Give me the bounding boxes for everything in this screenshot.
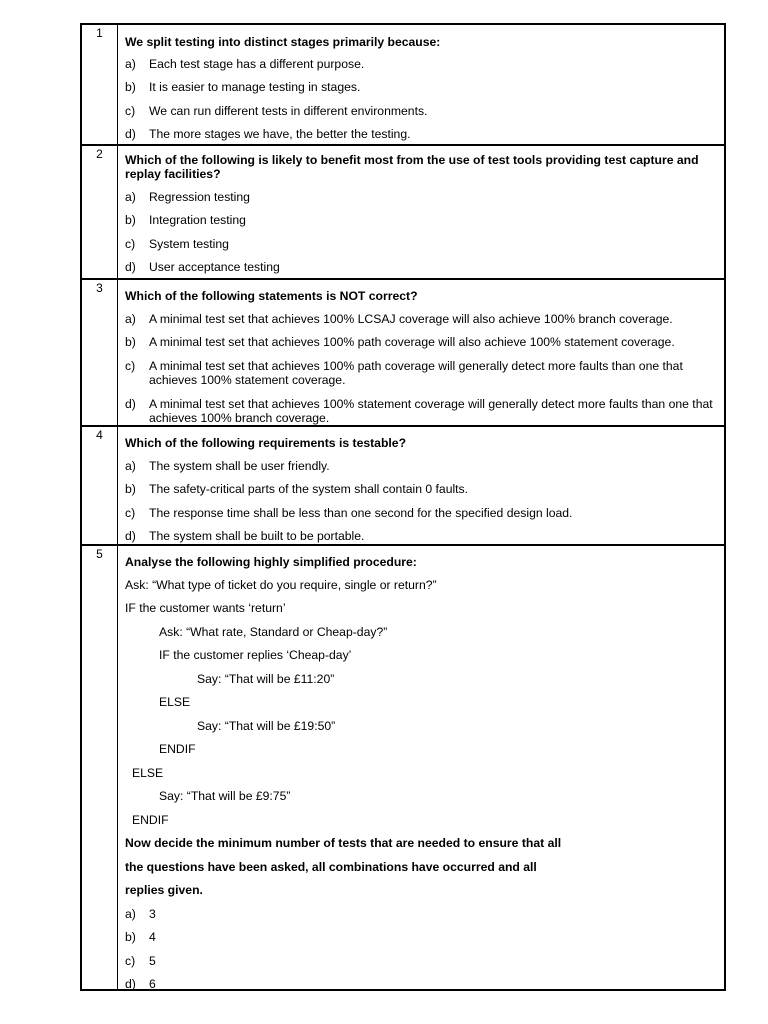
instruction-line: the questions have been asked, all combinations have occurred and all [125, 860, 537, 874]
option-letter: b) [125, 335, 136, 349]
option-text: It is easier to manage testing in stages. [149, 80, 361, 94]
answer-option [125, 977, 718, 991]
procedure-line: ELSE [132, 766, 164, 780]
procedure-line: Ask: “What type of ticket do you require, single or return?” [125, 578, 437, 592]
answer-option [125, 57, 718, 71]
answer-option [125, 359, 718, 387]
instruction-line: Now decide the minimum number of tests that are needed to ensure that all [125, 836, 562, 850]
question-content [125, 280, 718, 425]
procedure-line: Say: “That will be £19:50” [197, 719, 336, 733]
option-text: A minimal test set that achieves 100% statement coverage will generally detect more faults than one that achieves 100% branch coverage. [149, 397, 713, 425]
answer-option [125, 213, 718, 227]
option-letter: b) [125, 80, 136, 94]
answer-option [125, 506, 718, 520]
option-text: Integration testing [149, 213, 246, 227]
instruction-line: replies given. [125, 883, 203, 897]
procedure-line: IF the customer replies ‘Cheap-day’ [159, 648, 352, 662]
question-text: Which of the following is likely to benefit most from the use of test tools providing test capture and replay facilities? [125, 153, 699, 181]
option-text: The system shall be user friendly. [149, 459, 330, 473]
question-number: 1 [96, 26, 103, 40]
question-text: Which of the following statements is NOT correct? [125, 289, 418, 303]
answer-option [125, 335, 718, 349]
option-letter: c) [125, 104, 136, 118]
question-number-cell [82, 146, 118, 278]
answer-option [125, 80, 718, 94]
answer-option [125, 459, 718, 473]
option-letter: b) [125, 930, 136, 944]
question-number: 5 [96, 547, 103, 561]
answer-option [125, 312, 718, 326]
question-row-2 [82, 144, 724, 278]
question-row-4 [82, 425, 724, 544]
procedure-line: Say: “That will be £9:75” [159, 789, 291, 803]
answer-option [125, 907, 718, 921]
option-letter: a) [125, 459, 136, 473]
option-letter: c) [125, 237, 136, 251]
question-row-5 [82, 544, 724, 989]
procedure-line: ELSE [159, 695, 191, 709]
option-text: A minimal test set that achieves 100% LCSAJ coverage will also achieve 100% branch coverage. [149, 312, 673, 326]
answer-option [125, 930, 718, 944]
procedure-line: ENDIF [159, 742, 196, 756]
procedure-line: IF the customer wants ‘return’ [125, 601, 286, 615]
option-text: 5 [149, 954, 156, 968]
option-letter: d) [125, 260, 136, 274]
question-row-3 [82, 278, 724, 425]
question-content [125, 427, 718, 544]
question-text: We split testing into distinct stages primarily because: [125, 35, 441, 49]
answer-option [125, 397, 718, 425]
question-number-cell [82, 546, 118, 989]
answer-option [125, 529, 718, 543]
option-text: The system shall be built to be portable. [149, 529, 365, 543]
option-text: 3 [149, 907, 156, 921]
procedure-line: Ask: “What rate, Standard or Cheap-day?” [159, 625, 388, 639]
option-letter: b) [125, 213, 136, 227]
option-text: User acceptance testing [149, 260, 280, 274]
option-letter: b) [125, 482, 136, 496]
question-text: Analyse the following highly simplified procedure: [125, 555, 417, 569]
option-letter: d) [125, 397, 136, 411]
question-number-cell [82, 427, 118, 544]
option-letter: c) [125, 506, 136, 520]
question-number: 2 [96, 147, 103, 161]
option-letter: a) [125, 57, 136, 71]
option-letter: a) [125, 312, 136, 326]
question-row-1 [82, 25, 724, 144]
question-table [80, 23, 726, 991]
option-text: A minimal test set that achieves 100% path coverage will also achieve 100% statement coverage. [149, 335, 675, 349]
answer-option [125, 104, 718, 118]
option-text: The safety-critical parts of the system shall contain 0 faults. [149, 482, 469, 496]
procedure-line: ENDIF [132, 813, 169, 827]
option-text: We can run different tests in different environments. [149, 104, 428, 118]
answer-option [125, 954, 718, 968]
question-number-cell [82, 25, 118, 144]
option-text: A minimal test set that achieves 100% path coverage will generally detect more faults than one that achieves 100% statement coverage. [149, 359, 683, 387]
option-text: System testing [149, 237, 229, 251]
option-text: 4 [149, 930, 156, 944]
option-letter: d) [125, 127, 136, 141]
answer-option [125, 260, 718, 274]
question-content [125, 546, 718, 989]
option-letter: a) [125, 190, 136, 204]
question-number: 3 [96, 281, 103, 295]
option-letter: d) [125, 529, 136, 543]
answer-option [125, 190, 718, 204]
option-text: 6 [149, 977, 156, 991]
option-letter: a) [125, 907, 136, 921]
option-text: Each test stage has a different purpose. [149, 57, 365, 71]
question-text: Which of the following requirements is testable? [125, 436, 407, 450]
option-letter: c) [125, 359, 136, 373]
answer-option [125, 127, 718, 141]
answer-option [125, 482, 718, 496]
question-content [125, 25, 718, 144]
option-text: Regression testing [149, 190, 250, 204]
question-number: 4 [96, 428, 103, 442]
procedure-line: Say: “That will be £11:20” [197, 672, 335, 686]
question-content [125, 146, 718, 278]
option-text: The more stages we have, the better the testing. [149, 127, 411, 141]
option-letter: c) [125, 954, 136, 968]
answer-option [125, 237, 718, 251]
option-letter: d) [125, 977, 136, 991]
question-number-cell [82, 280, 118, 425]
option-text: The response time shall be less than one second for the specified design load. [149, 506, 573, 520]
